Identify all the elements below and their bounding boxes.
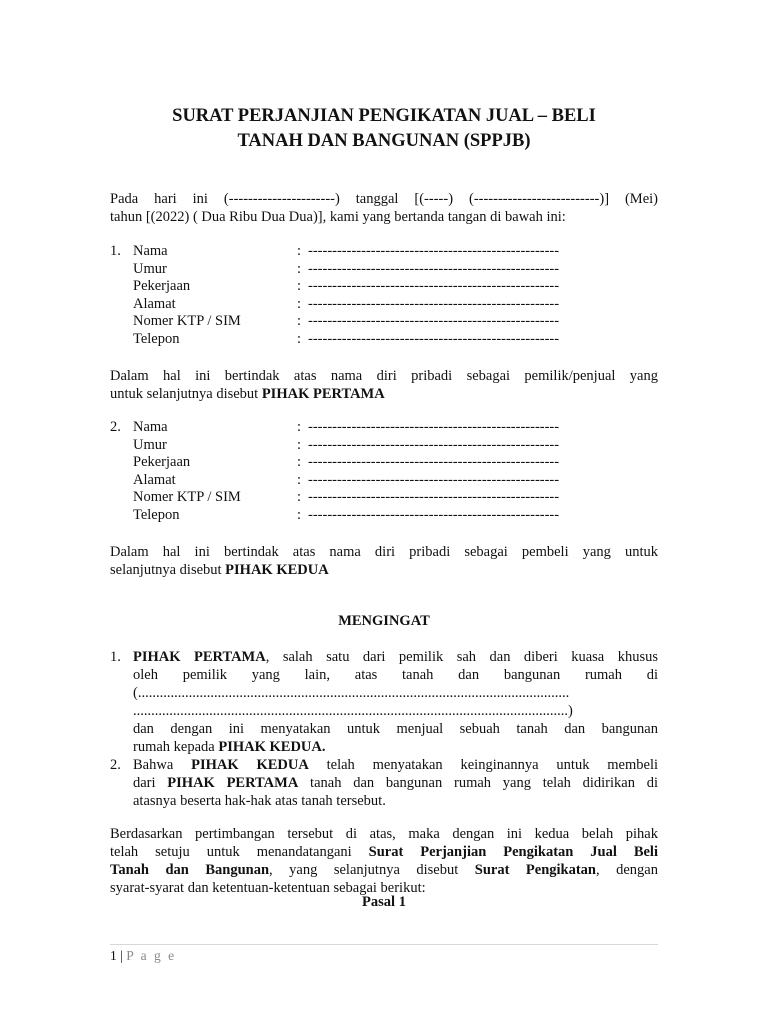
field-colon: : <box>297 471 302 488</box>
closing-line-3: Tanah dan Bangunan, yang selanjutnya disebut Surat Pengikatan, dengan <box>110 862 658 878</box>
pihak-kedua-label: PIHAK KEDUA <box>225 562 329 578</box>
field-value: ---------------------------------------------------- <box>308 489 560 506</box>
field-colon: : <box>297 489 302 506</box>
party2-row-ktp <box>110 489 559 507</box>
page-footer <box>110 948 176 964</box>
field-label: Alamat <box>133 471 176 488</box>
party2-desc-line-1: Dalam hal ini bertindak atas nama diri pribadi sebagai pembeli yang untuk <box>110 544 658 560</box>
item-number: 1. <box>110 649 121 665</box>
field-value: ---------------------------------------------------- <box>308 436 560 453</box>
item-number: 2. <box>110 757 121 773</box>
party2-row-pekerjaan <box>110 454 559 472</box>
field-value: ---------------------------------------------------- <box>308 260 560 277</box>
field-label: Alamat <box>133 295 176 312</box>
document-title <box>110 104 658 154</box>
field-label: Nama <box>133 243 168 259</box>
closing-line-2: telah setuju untuk menandatangani Surat Perjanjian Pengikatan Jual Beli <box>110 844 658 860</box>
party1-desc-line-2: untuk selanjutnya disebut PIHAK PERTAMA <box>110 386 385 402</box>
party1-desc-line-1: Dalam hal ini bertindak atas nama diri pribadi sebagai pemilik/penjual yang <box>110 368 658 384</box>
footer-divider <box>110 944 658 945</box>
page-number: 1 <box>110 948 117 963</box>
field-colon: : <box>297 454 302 471</box>
footer-separator: | <box>116 948 127 963</box>
field-colon: : <box>297 260 302 277</box>
party1-description <box>110 367 658 403</box>
field-value: ---------------------------------------------------- <box>308 330 560 347</box>
item1-line-1: PIHAK PERTAMA, salah satu dari pemilik sah dan diberi kuasa khusus <box>133 649 658 665</box>
item2-line-3: atasnya beserta hak-hak atas tanah tersebut. <box>133 793 386 809</box>
field-value: ---------------------------------------------------- <box>308 419 560 435</box>
item1-line-6: rumah kepada PIHAK KEDUA. <box>133 739 326 755</box>
intro-line-1: Pada hari ini (----------------------) tanggal [(-----) (--------------------------)] (Mei) <box>110 191 658 207</box>
field-colon: : <box>297 278 302 295</box>
party1-row-telepon <box>110 331 559 349</box>
closing-line-1: Berdasarkan pertimbangan tersebut di atas, maka dengan ini kedua belah pihak <box>110 826 658 842</box>
title-line-1: SURAT PERJANJIAN PENGIKATAN JUAL – BELI <box>172 106 596 126</box>
field-value: ---------------------------------------------------- <box>308 506 560 523</box>
field-colon: : <box>297 330 302 347</box>
item2-line-1: Bahwa PIHAK KEDUA telah menyatakan keinginannya untuk membeli <box>133 757 659 773</box>
field-colon: : <box>297 506 302 523</box>
item1-line-4: ........................................................................................................................) <box>133 703 573 719</box>
field-label: Umur <box>133 436 167 453</box>
field-colon: : <box>297 436 302 453</box>
field-value: ---------------------------------------------------- <box>308 243 560 259</box>
closing-line-4: syarat-syarat dan ketentuan-ketentuan sebagai berikut: <box>110 880 426 896</box>
item2-line-2: dari PIHAK PERTAMA tanah dan bangunan rumah yang telah didirikan di <box>133 775 659 791</box>
party1-row-alamat <box>110 296 559 314</box>
party1-row-nama <box>110 243 559 261</box>
field-colon: : <box>297 313 302 330</box>
field-value: ---------------------------------------------------- <box>308 471 560 488</box>
field-label: Umur <box>133 260 167 277</box>
intro-paragraph <box>110 190 658 226</box>
field-label: Nomer KTP / SIM <box>133 489 241 506</box>
party1-row-ktp <box>110 313 559 331</box>
field-value: ---------------------------------------------------- <box>308 454 560 471</box>
party1-row-pekerjaan <box>110 278 559 296</box>
mengingat-item-2 <box>110 756 658 810</box>
field-label: Pekerjaan <box>133 454 191 471</box>
field-label: Telepon <box>133 330 180 347</box>
party2-desc-line-2: selanjutnya disebut PIHAK KEDUA <box>110 562 329 578</box>
field-label: Telepon <box>133 506 180 523</box>
party1-row-umur <box>110 261 559 279</box>
pasal-heading: Pasal 1 <box>362 894 406 910</box>
title-line-2: TANAH DAN BANGUNAN (SPPJB) <box>237 131 531 151</box>
party2-number: 2. <box>110 419 121 435</box>
party1-list <box>110 243 559 349</box>
party2-row-alamat <box>110 472 559 490</box>
field-label: Nama <box>133 419 168 435</box>
item1-line-3: (....................................................................................................................... <box>133 685 570 701</box>
field-colon: : <box>297 419 302 435</box>
section-heading-mengingat: MENGINGAT <box>338 613 430 629</box>
field-label: Pekerjaan <box>133 278 191 295</box>
field-colon: : <box>297 295 302 312</box>
closing-paragraph <box>110 825 658 897</box>
field-label: Nomer KTP / SIM <box>133 313 241 330</box>
party2-description <box>110 543 658 579</box>
intro-line-2: tahun [(2022) ( Dua Ribu Dua Dua)], kami yang bertanda tangan di bawah ini: <box>110 209 566 225</box>
mengingat-item-1 <box>110 648 658 756</box>
item1-line-5: dan dengan ini menyatakan untuk menjual sebuah tanah dan bangunan <box>133 721 658 737</box>
item1-line-2: oleh pemilik yang lain, atas tanah dan bangunan rumah di <box>133 667 658 683</box>
field-value: ---------------------------------------------------- <box>308 313 560 330</box>
party2-row-nama <box>110 419 559 437</box>
party2-row-umur <box>110 437 559 455</box>
party1-number: 1. <box>110 243 121 259</box>
party2-row-telepon <box>110 507 559 525</box>
page-label: P a g e <box>126 948 177 963</box>
field-value: ---------------------------------------------------- <box>308 295 560 312</box>
field-value: ---------------------------------------------------- <box>308 278 560 295</box>
party2-list <box>110 419 559 525</box>
field-colon: : <box>297 243 302 259</box>
pihak-pertama-label: PIHAK PERTAMA <box>261 386 385 402</box>
